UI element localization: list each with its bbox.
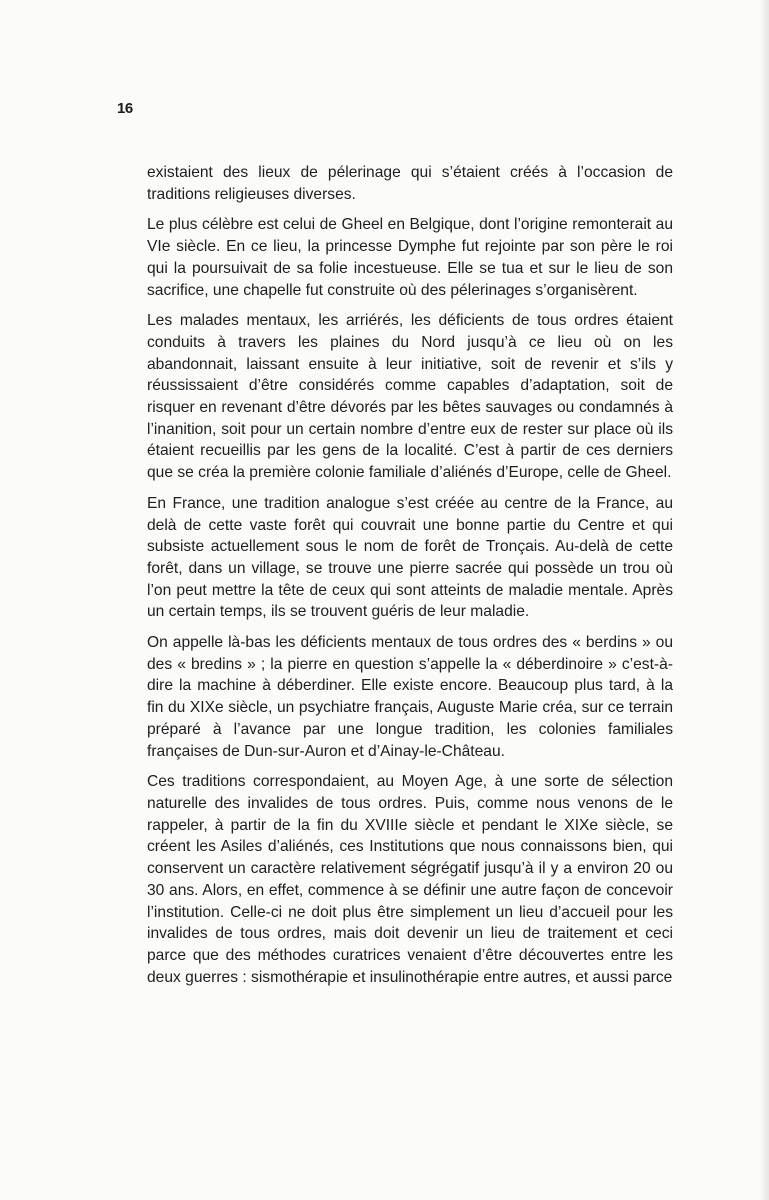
page-number: 16	[117, 100, 133, 117]
paragraph-3: Les malades mentaux, les arriérés, les déficients de tous ordres étaient conduits à travers les plaines du Nord jusqu’à ce lieu où on les abandonnait, laissant ensuite à leur initiative, soit de revenir et s’ils y réussissaient d’être considérés comme capables d’adaptation, soit de risquer en revenant d’être dévorés par les bêtes sauvages ou condamnés à l’inanition, soit pour un certain nombre d’entre eux de rester sur place où ils étaient recueillis par les gens de la localité. C’est à partir de ces derniers que se créa la première colonie familiale d’aliénés d’Europe, celle de Gheel.	[147, 312, 673, 482]
paragraph-2: Le plus célèbre est celui de Gheel en Belgique, dont l’origine remonterait au VIe siècle. En ce lieu, la princesse Dymphe fut rejointe par son père le roi qui la poursuivait de sa folie incestueuse. Elle se tua et sur le lieu de son sacrifice, une chapelle fut construite où des pélerinages s’organisèrent.	[147, 216, 673, 299]
paragraph-1: existaient des lieux de pélerinage qui s’étaient créés à l’occasion de traditions religieuses diverses.	[147, 164, 673, 203]
paragraph-4: En France, une tradition analogue s’est créée au centre de la France, au delà de cette vaste forêt qui couvrait une bonne partie du Centre et qui subsiste actuellement sous le nom de forêt de Tronçais. Au-delà de cette forêt, dans un village, se trouve une pierre sacrée qui possède un trou où l’on peut mettre la tête de ceux qui sont atteints de maladie mentale. Après un certain temps, ils se trouvent guéris de leur maladie.	[147, 494, 673, 621]
paragraph-6: Ces traditions correspondaient, au Moyen Age, à une sorte de sélection naturelle des invalides de tous ordres. Puis, comme nous venons de le rappeler, à partir de la fin du XVIIIe siècle et pendant le XIXe siècle, se créent les Asiles d’aliénés, ces Institutions que nous connaissons bien, qui conservent un caractère relativement ségrégatif jusqu’à il y a environ 20 ou 30 ans. Alors, en effet, commence à se définir une autre façon de concevoir l’institution. Celle-ci ne doit plus être simplement un lieu d’accueil pour les invalides de tous ordres, mais doit devenir un lieu de traitement et ceci parce que des méthodes curatrices venaient d’être découvertes entre les deux guerres : sismothérapie et insulinothérapie entre autres, et aussi parce	[147, 773, 673, 986]
body-text	[147, 162, 673, 997]
paragraph-5: On appelle là-bas les déficients mentaux de tous ordres des « berdins » ou des « bredins » ; la pierre en question s’appelle la « déberdinoire » c’est-à-dire la machine à déberdiner. Elle existe encore. Beaucoup plus tard, à la fin du XIXe siècle, un psychiatre français, Auguste Marie créa, sur ce terrain préparé à l’avance par une longue tradition, les colonies familiales françaises de Dun-sur-Auron et d’Ainay-le-Château.	[147, 634, 673, 760]
page-edge	[759, 0, 769, 1200]
